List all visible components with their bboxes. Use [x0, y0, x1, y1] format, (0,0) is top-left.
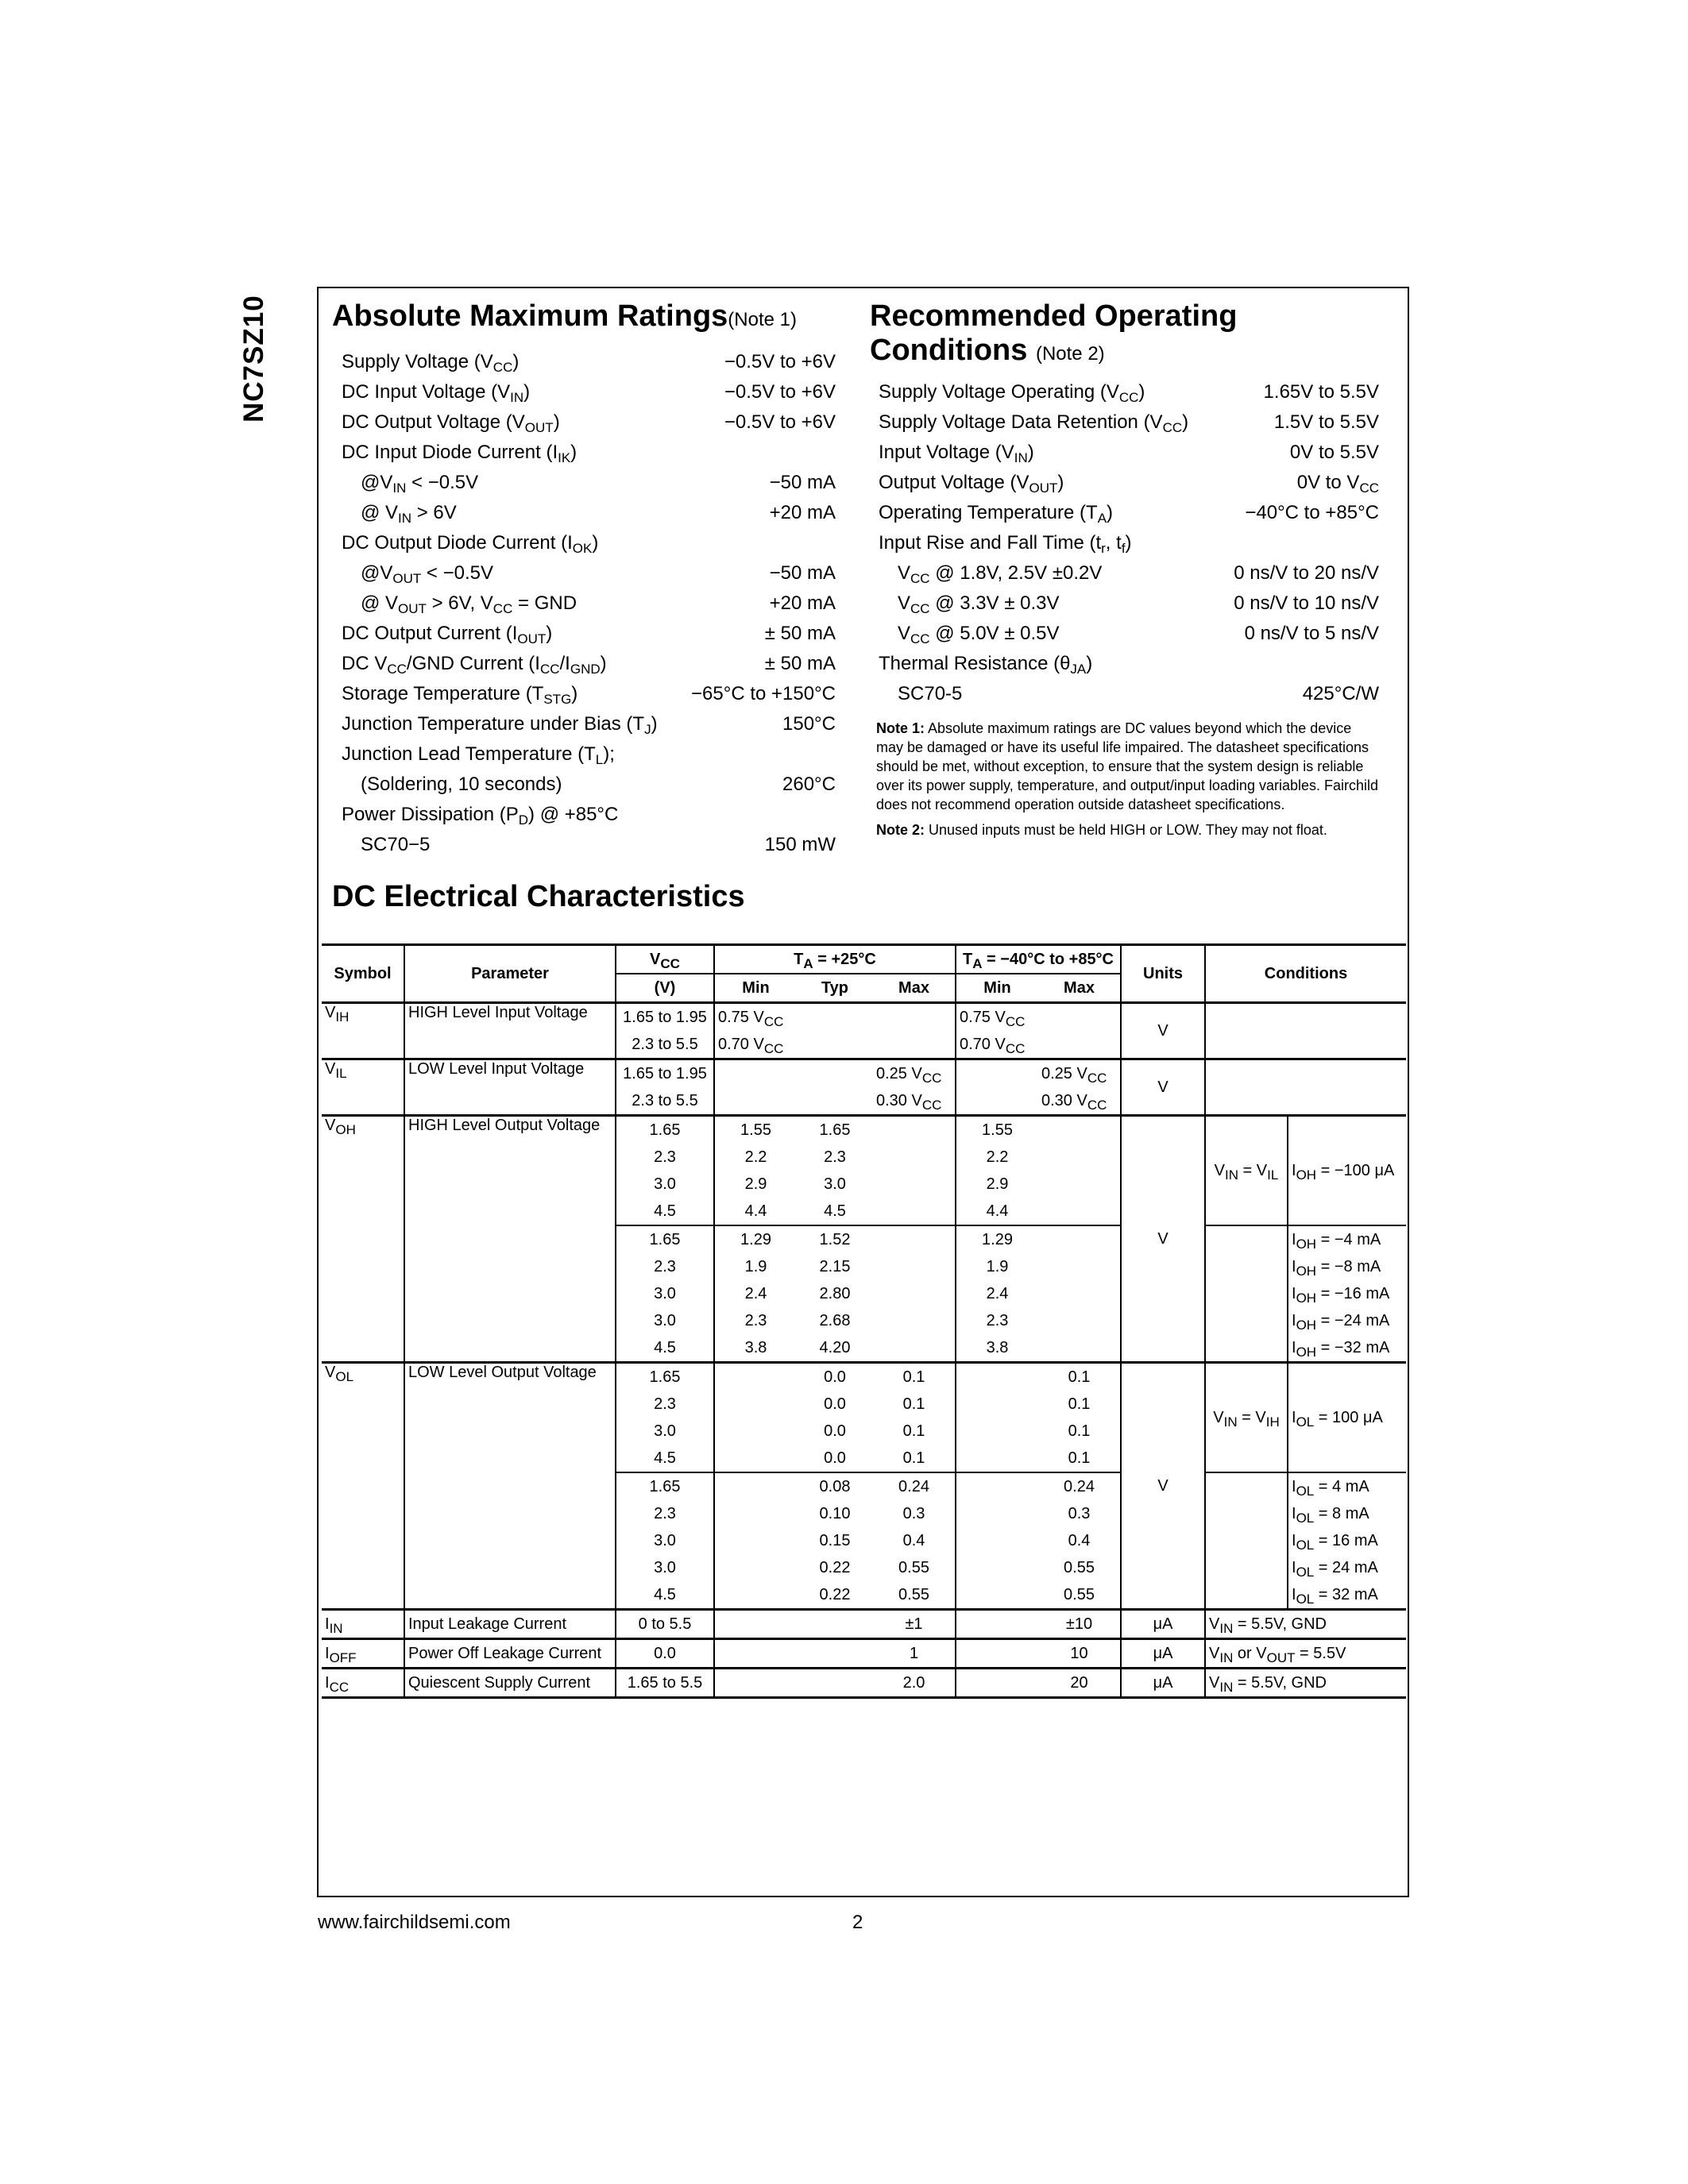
dc-cell — [873, 1171, 956, 1198]
dc-cell: 2.4 — [956, 1280, 1038, 1307]
dc-cell: 0.70 $V_{CC}$ — [956, 1031, 1038, 1059]
amr-value: −0.5V to +6V — [724, 381, 836, 403]
roc-value: 0 ns/V to 5 ns/V — [1244, 623, 1379, 644]
roc-value: 0V to 5.5V — [1289, 442, 1379, 463]
dc-cell — [873, 1307, 956, 1334]
dc-cell: 0.3 — [1068, 1504, 1091, 1522]
footer-url[interactable]: www.fairchildsemi.com — [318, 1912, 511, 1933]
amr-label: DC Output Voltage $(V_{OUT})$ — [342, 411, 560, 435]
amr-value: +20 mA — [769, 592, 836, 614]
dc-cell — [714, 1391, 797, 1418]
amr-label: SC70−5 — [361, 834, 431, 855]
dc-cell — [714, 1363, 797, 1391]
dc-cell: 1.65 to 5.5 — [616, 1669, 714, 1698]
amr-label: Storage Temperature $(T_{STG})$ — [342, 683, 578, 707]
dc-cell — [873, 1280, 956, 1307]
dc-cell: $I_{OH} = -16$ mA — [1288, 1280, 1406, 1307]
dc-cell: 3.0 — [824, 1175, 846, 1193]
dc-cell: 0.1 — [902, 1449, 925, 1467]
amr-value: 260°C — [782, 774, 836, 795]
roc-value: 0 ns/V to 10 ns/V — [1234, 592, 1379, 614]
dc-cell: 2.3 to 5.5 — [616, 1087, 714, 1116]
amr-label: (Soldering, 10 seconds) — [361, 774, 562, 795]
dc-cell: V — [1121, 1059, 1205, 1116]
dc-cell — [1038, 1198, 1121, 1225]
dc-cell: $I_{OH} = -24$ mA — [1288, 1307, 1406, 1334]
amr-value: −0.5V to +6V — [724, 351, 836, 372]
th-vcc-unit: (V) — [616, 974, 714, 1003]
th-max85: Max — [1038, 974, 1121, 1003]
note-1: Note 1: Absolute maximum ratings are DC values beyond which the device may be damaged or have its useful life impaired. The datasheet specifications should be met, without exception, to ensure that the system design is reliable over its power supply, temperature, and output/input loading variables. Fairchild does not recommend operation outside datasheet specifications. — [876, 720, 1379, 812]
amr-value: 150 mW — [764, 834, 836, 855]
dc-cell: 2.3 — [956, 1307, 1038, 1334]
dc-cell — [797, 1031, 873, 1059]
dc-cell: 1.55 — [956, 1116, 1038, 1144]
roc-row — [879, 502, 1379, 526]
dc-cell: Quiescent Supply Current — [404, 1669, 616, 1698]
dc-cell: 0.55 — [1064, 1585, 1095, 1603]
dc-cell: $V_{IH}$ — [325, 1004, 350, 1024]
dc-cell: 2.4 — [714, 1280, 797, 1307]
roc-label: Input Rise and Fall Time ($t_r$, $t_f$) — [879, 532, 1132, 556]
dc-cell: 4.5 — [616, 1334, 714, 1363]
amr-label: Junction Lead Temperature $(T_L)$; — [342, 743, 615, 767]
dc-cell — [956, 1527, 1038, 1554]
dc-cell: 1.55 — [714, 1116, 797, 1144]
dc-cell — [714, 1445, 797, 1472]
dc-cell: 0.22 — [819, 1558, 851, 1576]
dc-cell — [1038, 1144, 1121, 1171]
dc-cell: 4.5 — [616, 1445, 714, 1472]
dc-cell: 1 — [909, 1644, 919, 1662]
dc-cell: 1.9 — [956, 1253, 1038, 1280]
dc-cell — [797, 1610, 873, 1639]
dc-cell — [714, 1059, 797, 1088]
dc-cell: 0.3 — [902, 1504, 925, 1522]
amr-note-ref: (Note 1) — [728, 309, 797, 330]
th-ta85: $T_A = -40^\circ C$ to +85°C — [956, 945, 1121, 974]
dc-cell — [797, 1669, 873, 1698]
dc-cell: 2.2 — [956, 1144, 1038, 1171]
th-vcc: $V_{CC}$ — [616, 945, 714, 974]
roc-value: 425°C/W — [1302, 683, 1379, 704]
dc-cell — [1205, 1472, 1288, 1610]
dc-cell: 2.9 — [714, 1171, 797, 1198]
dc-cell: LOW Level Input Voltage — [404, 1059, 616, 1116]
roc-row — [879, 562, 1379, 586]
dc-cell — [1205, 1003, 1406, 1059]
dc-cell — [714, 1472, 797, 1500]
dc-cell — [1038, 1031, 1121, 1059]
dc-cell: 4.5 — [616, 1198, 714, 1225]
dc-cell — [1038, 1334, 1121, 1363]
dc-cell: μA — [1121, 1669, 1205, 1698]
roc-label: $V_{CC}$ @ 3.3V ± 0.3V — [898, 592, 1060, 616]
dc-cell: 0.1 — [1068, 1395, 1091, 1413]
dc-cell — [714, 1581, 797, 1610]
amr-row — [342, 592, 836, 616]
dc-cell: $V_{IN} = V_{IL}$ — [1205, 1116, 1288, 1226]
dc-cell: 0.55 — [898, 1558, 929, 1576]
dc-cell: ±1 — [905, 1615, 923, 1633]
dc-cell — [797, 1003, 873, 1032]
amr-value: −50 mA — [769, 472, 836, 493]
amr-title: Absolute Maximum Ratings(Note 1) — [332, 299, 797, 333]
dc-cell: 0.75 $V_{CC}$ — [714, 1003, 797, 1032]
dc-cell — [873, 1198, 956, 1225]
dc-cell: $I_{CC}$ — [325, 1673, 350, 1695]
dc-cell: 2.3 — [714, 1307, 797, 1334]
roc-value: 0V to $V_{CC}$ — [1296, 472, 1379, 496]
dc-cell — [714, 1527, 797, 1554]
dc-cell: 0.30 $V_{CC}$ — [876, 1091, 942, 1113]
dc-cell — [714, 1554, 797, 1581]
dc-cell: 1.9 — [714, 1253, 797, 1280]
dc-cell: 3.0 — [616, 1527, 714, 1554]
roc-label: $V_{CC}$ @ 1.8V, 2.5V ±0.2V — [898, 562, 1103, 586]
dc-cell: 0.24 — [873, 1472, 956, 1500]
dc-title: DC Electrical Characteristics — [332, 880, 745, 913]
dc-cell: 3.0 — [616, 1280, 714, 1307]
dc-cell — [1038, 1116, 1121, 1144]
dc-cell: 0.0 — [616, 1639, 714, 1669]
dc-cell: 20 — [1070, 1673, 1088, 1692]
dc-cell: 0.4 — [1068, 1531, 1091, 1549]
dc-cell: LOW Level Output Voltage — [404, 1363, 616, 1610]
dc-cell: 1.65 — [616, 1116, 714, 1144]
dc-cell: $I_{OH} = -8$ mA — [1288, 1253, 1406, 1280]
note-2: Note 2: Unused inputs must be held HIGH or LOW. They may not float. — [876, 822, 1327, 838]
dc-cell: μA — [1121, 1610, 1205, 1639]
th-ta25: $T_A = +25^\circ C$ — [714, 945, 956, 974]
dc-cell — [797, 1639, 873, 1669]
dc-cell — [797, 1059, 873, 1088]
amr-row — [342, 683, 836, 707]
amr-row — [342, 411, 836, 435]
dc-cell: 0.55 — [898, 1585, 929, 1603]
dc-cell: 0.70 $V_{CC}$ — [714, 1031, 797, 1059]
dc-cell: μA — [1121, 1639, 1205, 1669]
dc-cell: 0.15 — [819, 1531, 851, 1549]
dc-cell: 0.22 — [819, 1585, 851, 1603]
dc-cell — [714, 1639, 797, 1669]
dc-cell: Power Off Leakage Current — [404, 1639, 616, 1669]
dc-cell: 1.52 — [797, 1225, 873, 1253]
dc-cell — [873, 1003, 956, 1032]
dc-cell: 3.0 — [616, 1307, 714, 1334]
dc-cell: $V_{OH}$ — [325, 1117, 356, 1137]
amr-label: $@V_{OUT} < -0.5V$ — [361, 562, 494, 586]
dc-cell: 1.65 to 1.95 — [616, 1003, 714, 1032]
dc-cell: $V_{OL}$ — [325, 1364, 354, 1384]
amr-label: Junction Temperature under Bias $(T_J)$ — [342, 713, 658, 737]
dc-cell: 2.3 — [616, 1144, 714, 1171]
dc-cell: 0 to 5.5 — [616, 1610, 714, 1639]
dc-cell: $I_{IN}$ — [325, 1615, 343, 1636]
amr-label: DC Input Diode Current $(I_{IK})$ — [342, 442, 577, 465]
amr-value: −65°C to +150°C — [691, 683, 836, 704]
amr-row — [342, 804, 836, 828]
dc-cell — [1038, 1253, 1121, 1280]
amr-row — [342, 623, 836, 646]
roc-value: 1.65V to 5.5V — [1263, 381, 1379, 403]
dc-table — [322, 943, 1406, 1699]
dc-cell: 4.20 — [819, 1338, 851, 1356]
dc-cell — [797, 1087, 873, 1116]
amr-label: DC Output Current $(I_{OUT})$ — [342, 623, 553, 646]
dc-cell: 0.10 — [819, 1504, 851, 1522]
th-min: Min — [714, 974, 797, 1003]
notes-block — [876, 719, 1381, 846]
amr-value: ± 50 mA — [764, 623, 836, 644]
dc-cell: V — [1121, 1003, 1205, 1059]
dc-cell — [714, 1669, 797, 1698]
dc-cell: $I_{OH} = -32$ mA — [1288, 1334, 1406, 1363]
dc-cell: 1.29 — [714, 1225, 797, 1253]
roc-label: Input Voltage $(V_{IN})$ — [879, 442, 1034, 465]
amr-label: Power Dissipation $(P_D)$ @ +85°C — [342, 804, 619, 828]
dc-cell: 0.1 — [1068, 1368, 1091, 1386]
dc-cell — [714, 1087, 797, 1116]
amr-value: −0.5V to +6V — [724, 411, 836, 433]
amr-value: ± 50 mA — [764, 653, 836, 674]
dc-cell — [956, 1391, 1038, 1418]
roc-label: Supply Voltage Data Retention $(V_{CC})$ — [879, 411, 1189, 435]
dc-cell: $I_{OL} = 24$ mA — [1288, 1554, 1406, 1581]
dc-cell — [714, 1610, 797, 1639]
dc-cell: 2.3 to 5.5 — [616, 1031, 714, 1059]
roc-note-ref: (Note 2) — [1035, 343, 1105, 365]
dc-cell: 4.4 — [714, 1198, 797, 1225]
dc-cell: $V_{IN}$ or $V_{OUT} = 5.5V$ — [1205, 1639, 1406, 1669]
dc-cell: 1.65 — [616, 1363, 714, 1391]
dc-cell: 0.1 — [902, 1422, 925, 1440]
dc-cell: 1.65 to 1.95 — [616, 1059, 714, 1088]
dc-cell: $I_{OL} = 32$ mA — [1288, 1581, 1406, 1610]
dc-cell: 10 — [1070, 1644, 1088, 1662]
dc-cell: 2.3 — [616, 1391, 714, 1418]
dc-cell — [873, 1116, 956, 1144]
dc-cell: $I_{OH} = -100$ μA — [1288, 1116, 1406, 1226]
dc-cell: 2.15 — [819, 1257, 851, 1275]
dc-cell: $V_{IN} = V_{IH}$ — [1205, 1363, 1288, 1473]
roc-row — [879, 381, 1379, 405]
dc-cell: 2.68 — [819, 1311, 851, 1329]
dc-cell: 4.5 — [616, 1581, 714, 1610]
amr-row — [342, 834, 836, 858]
dc-cell: 0.1 — [1068, 1449, 1091, 1467]
dc-cell — [873, 1253, 956, 1280]
dc-cell: 2.3 — [824, 1148, 846, 1166]
th-typ: Typ — [797, 974, 873, 1003]
dc-cell — [873, 1031, 956, 1059]
dc-cell: 0.55 — [1064, 1558, 1095, 1576]
dc-cell — [1038, 1225, 1121, 1253]
roc-row — [879, 442, 1379, 465]
dc-cell — [956, 1639, 1038, 1669]
dc-cell — [956, 1610, 1038, 1639]
amr-row — [342, 743, 836, 767]
dc-cell: 3.8 — [956, 1334, 1038, 1363]
dc-cell — [714, 1500, 797, 1527]
dc-cell: 0.0 — [824, 1368, 846, 1386]
page-number: 2 — [852, 1912, 863, 1933]
dc-cell — [714, 1418, 797, 1445]
roc-row — [879, 532, 1379, 556]
dc-cell: 0.25 $V_{CC}$ — [1041, 1064, 1107, 1086]
dc-cell: 0.1 — [902, 1368, 925, 1386]
dc-cell: 0.08 — [797, 1472, 873, 1500]
amr-label: Supply Voltage $(V_{CC})$ — [342, 351, 520, 375]
th-conditions: Conditions — [1205, 945, 1406, 1003]
dc-cell: HIGH Level Input Voltage — [404, 1003, 616, 1059]
dc-cell: 0.0 — [824, 1422, 846, 1440]
dc-cell: $I_{OL} = 100$ μA — [1288, 1363, 1406, 1473]
dc-cell: 0.4 — [902, 1531, 925, 1549]
amr-label: @ $V_{IN} > 6V$ — [361, 502, 457, 526]
dc-cell: 2.2 — [714, 1144, 797, 1171]
dc-cell: 0.30 $V_{CC}$ — [1041, 1091, 1107, 1113]
roc-value: −40°C to +85°C — [1245, 502, 1379, 523]
amr-row — [342, 532, 836, 556]
roc-label: Operating Temperature $(T_A)$ — [879, 502, 1114, 526]
roc-label: Output Voltage $(V_{OUT})$ — [879, 472, 1064, 496]
dc-cell — [873, 1225, 956, 1253]
roc-label: Supply Voltage Operating $(V_{CC})$ — [879, 381, 1145, 405]
dc-cell: V — [1121, 1116, 1205, 1363]
amr-row — [342, 502, 836, 526]
dc-cell — [956, 1500, 1038, 1527]
dc-cell — [1038, 1280, 1121, 1307]
dc-cell — [873, 1334, 956, 1363]
th-min85: Min — [956, 974, 1038, 1003]
dc-cell: $I_{OL} = 16$ mA — [1288, 1527, 1406, 1554]
dc-cell: $V_{IN} = 5.5V$, GND — [1205, 1669, 1406, 1698]
roc-title-line2: Conditions (Note 2) — [870, 334, 1105, 367]
amr-row — [342, 381, 836, 405]
roc-row — [879, 472, 1379, 496]
dc-cell: 2.3 — [616, 1253, 714, 1280]
roc-row — [879, 653, 1379, 677]
dc-cell: 3.0 — [616, 1171, 714, 1198]
th-units: Units — [1121, 945, 1205, 1003]
dc-cell: 3.8 — [714, 1334, 797, 1363]
dc-cell: 0.75 $V_{CC}$ — [956, 1003, 1038, 1032]
amr-row — [342, 472, 836, 496]
dc-cell: ±10 — [1065, 1615, 1093, 1633]
dc-cell — [1205, 1059, 1406, 1116]
dc-cell — [1038, 1171, 1121, 1198]
amr-label: $@V_{IN} < -0.5V$ — [361, 472, 479, 496]
dc-cell: 2.80 — [819, 1284, 851, 1302]
dc-cell: V — [1121, 1363, 1205, 1610]
dc-cell: 4.5 — [824, 1202, 846, 1220]
dc-cell: 2.0 — [902, 1673, 925, 1692]
amr-row — [342, 442, 836, 465]
dc-cell: $I_{OL} = 8$ mA — [1288, 1500, 1406, 1527]
dc-cell — [1205, 1225, 1288, 1363]
dc-cell: 0.24 — [1038, 1472, 1121, 1500]
th-max: Max — [873, 974, 956, 1003]
dc-cell: $I_{OH} = -4$ mA — [1288, 1225, 1406, 1253]
amr-value: −50 mA — [769, 562, 836, 584]
dc-cell: $V_{IL}$ — [325, 1060, 347, 1081]
amr-value: +20 mA — [769, 502, 836, 523]
dc-cell — [956, 1418, 1038, 1445]
dc-cell: $V_{IN} = 5.5V$, GND — [1205, 1610, 1406, 1639]
dc-cell — [956, 1363, 1038, 1391]
amr-label: DC Output Diode Current $(I_{OK})$ — [342, 532, 599, 556]
dc-cell: $I_{OL} = 4$ mA — [1288, 1472, 1406, 1500]
roc-row — [879, 592, 1379, 616]
dc-cell: 3.0 — [616, 1418, 714, 1445]
dc-cell: 0.25 $V_{CC}$ — [876, 1064, 942, 1086]
dc-cell: 1.65 — [616, 1225, 714, 1253]
dc-cell: 0.0 — [824, 1395, 846, 1413]
dc-cell — [956, 1059, 1038, 1088]
dc-cell: 2.3 — [616, 1500, 714, 1527]
dc-cell: 1.65 — [616, 1472, 714, 1500]
amr-row — [342, 713, 836, 737]
th-parameter: Parameter — [404, 945, 616, 1003]
dc-cell — [956, 1669, 1038, 1698]
roc-value: 1.5V to 5.5V — [1273, 411, 1379, 433]
dc-cell: 4.4 — [956, 1198, 1038, 1225]
dc-cell: 1.65 — [819, 1121, 851, 1139]
dc-cell — [956, 1472, 1038, 1500]
dc-cell — [873, 1144, 956, 1171]
roc-label: Thermal Resistance $(\theta_{JA})$ — [879, 653, 1093, 677]
amr-value: 150°C — [782, 713, 836, 735]
amr-row — [342, 653, 836, 677]
roc-label: SC70-5 — [898, 683, 963, 704]
dc-cell — [1038, 1307, 1121, 1334]
dc-cell: 2.9 — [956, 1171, 1038, 1198]
dc-cell: 1.29 — [956, 1225, 1038, 1253]
dc-cell: 0.1 — [902, 1395, 925, 1413]
roc-value: 0 ns/V to 20 ns/V — [1234, 562, 1379, 584]
dc-cell: 0.1 — [1068, 1422, 1091, 1440]
dc-cell: 3.0 — [616, 1554, 714, 1581]
roc-row — [879, 411, 1379, 435]
amr-row — [342, 774, 836, 797]
dc-cell: Input Leakage Current — [404, 1610, 616, 1639]
dc-cell — [956, 1445, 1038, 1472]
amr-row — [342, 351, 836, 375]
roc-row — [879, 683, 1379, 707]
amr-label: @ $V_{OUT} > 6V$, $V_{CC}$ = GND — [361, 592, 577, 616]
dc-cell — [1038, 1003, 1121, 1032]
dc-cell — [956, 1581, 1038, 1610]
amr-label: DC Input Voltage $(V_{IN})$ — [342, 381, 531, 405]
th-symbol: Symbol — [322, 945, 404, 1003]
roc-row — [879, 623, 1379, 646]
dc-cell — [956, 1554, 1038, 1581]
dc-cell: 0.0 — [824, 1449, 846, 1467]
dc-cell: $I_{OFF}$ — [325, 1644, 357, 1665]
roc-title-line1: Recommended Operating — [870, 299, 1238, 333]
amr-row — [342, 562, 836, 586]
roc-label: $V_{CC}$ @ 5.0V ± 0.5V — [898, 623, 1060, 646]
dc-cell — [956, 1087, 1038, 1116]
amr-label: DC $V_{CC}$/GND Current $(I_{CC}/I_{GND})$ — [342, 653, 607, 677]
dc-cell: HIGH Level Output Voltage — [404, 1116, 616, 1363]
